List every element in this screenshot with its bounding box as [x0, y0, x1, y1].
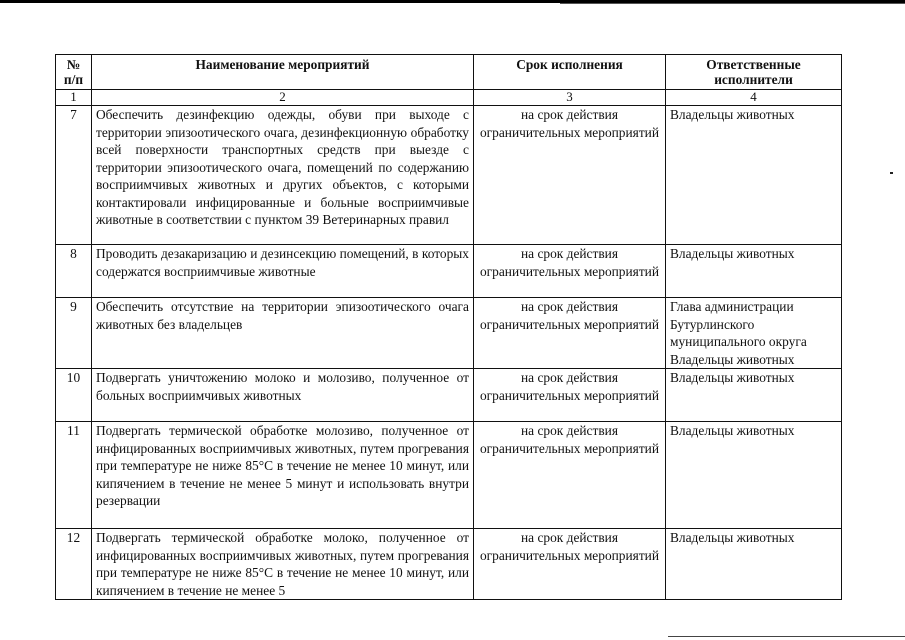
measure-text: Проводить дезакаризацию и дезинсекцию помещений, в которых содержатся восприимчивые животные	[92, 245, 474, 298]
row-number: 8	[56, 245, 92, 298]
measure-responsible: Владельцы животных	[666, 245, 842, 298]
measure-text: Подвергать уничтожению молоко и молозиво, полученное от больных восприимчивых животных	[92, 369, 474, 422]
measure-term: на срок действия ограничительных мероприятий	[474, 106, 666, 245]
row-number: 7	[56, 106, 92, 245]
row-number: 9	[56, 298, 92, 369]
scan-edge-bottom	[668, 636, 905, 637]
measure-text: Обеспечить дезинфекцию одежды, обуви при выходе с территории эпизоотического очага, дезинфекционную обработку всей поверхности транспортных средств при выезде с территории эпизоотического очага, помещений по содержанию восприимчивых животных и других объектов, с которыми контактировали инфицированные и больные восприимчивые животные в соответствии с пунктом 39 Ветеринарных правил	[92, 106, 474, 245]
measure-responsible: Владельцы животных	[666, 106, 842, 245]
measure-term: на срок действия ограничительных мероприятий	[474, 298, 666, 369]
scan-edge-line	[560, 3, 905, 4]
measure-responsible: Глава администрации Бутурлинского муниципального округа Владельцы животных	[666, 298, 842, 369]
measure-text: Обеспечить отсутствие на территории эпизоотического очага животных без владельцев	[92, 298, 474, 369]
row-number: 10	[56, 369, 92, 422]
table-row	[56, 298, 842, 369]
column-number: 4	[666, 90, 842, 106]
measure-term: на срок действия ограничительных мероприятий	[474, 369, 666, 422]
measure-term: на срок действия ограничительных мероприятий	[474, 529, 666, 600]
column-number: 2	[92, 90, 474, 106]
table-header-row	[56, 55, 842, 90]
table-row	[56, 422, 842, 529]
measure-term: на срок действия ограничительных мероприятий	[474, 422, 666, 529]
measure-text-cell	[92, 529, 474, 600]
column-number-row	[56, 90, 842, 106]
measure-responsible: Владельцы животных	[666, 529, 842, 600]
table-row	[56, 369, 842, 422]
row-number: 12	[56, 529, 92, 600]
measure-term: на срок действия ограничительных мероприятий	[474, 245, 666, 298]
measure-text: Подвергать термической обработке молоко, полученное от инфицированных восприимчивых животных, путем прогревания при температуре не ниже 85°С в течение не менее 10 минут, или кипячением в течение не менее 5	[96, 530, 469, 598]
header-responsible: Ответственные исполнители	[666, 55, 842, 90]
table-row	[56, 529, 842, 600]
scan-speck	[890, 172, 893, 174]
measure-text: Подвергать термической обработке молозиво, полученное от инфицированных восприимчивых животных, путем прогревания при температуре не ниже 85°С в течение не менее 10 минут, или кипячением в течение не менее 5 минут и использовать внутри резервации	[92, 422, 474, 529]
header-no: № п/п	[56, 55, 92, 90]
table-row	[56, 106, 842, 245]
column-number: 1	[56, 90, 92, 106]
measures-table	[55, 54, 842, 600]
header-name: Наименование мероприятий	[92, 55, 474, 90]
row-number: 11	[56, 422, 92, 529]
table-row	[56, 245, 842, 298]
measure-responsible: Владельцы животных	[666, 422, 842, 529]
header-term: Срок исполнения	[474, 55, 666, 90]
measure-responsible: Владельцы животных	[666, 369, 842, 422]
column-number: 3	[474, 90, 666, 106]
